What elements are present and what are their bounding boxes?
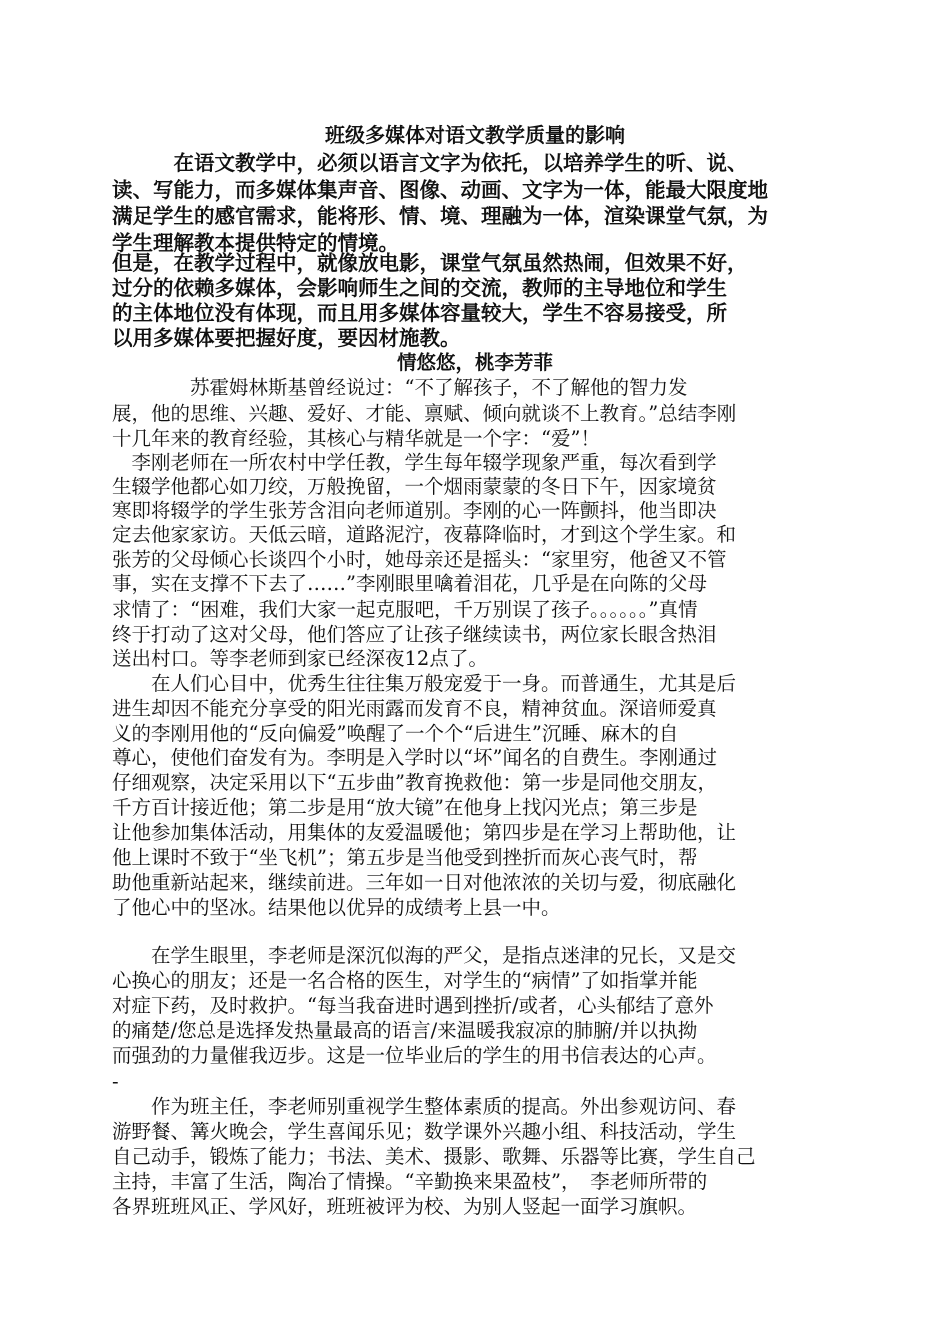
intro-line: 学生理解教本提供特定的情境。: [112, 231, 399, 255]
section-subtitle: 情悠悠，桃李芳菲: [396, 351, 553, 374]
body-line: 让他参加集体活动，用集体的友爱温暖他；第四步是在学习上帮助他，让: [112, 821, 737, 844]
body-line: 展，他的思维、兴趣、爱好、才能、禀赋、倾向就谈不上教育。”总结李刚: [112, 402, 737, 425]
body-line: 张芳的父母倾心长谈四个小时，她母亲还是摇头：“家里穷，他爸又不管: [112, 548, 727, 571]
body-line: 心换心的朋友；还是一名合格的医生，对学生的“病情”了如指掌并能: [112, 969, 698, 992]
body-line: 的痛楚/您总是选择发热量最高的语言/来温暖我寂凉的肺腑/并以执拗: [112, 1019, 698, 1042]
intro-line: 过分的依赖多媒体，会影响师生之间的交流，教师的主导地位和学生: [112, 276, 727, 300]
body-line: 十几年来的教育经验，其核心与精华就是一个字：“爱”！: [112, 427, 600, 450]
body-line: 作为班主任，李老师别重视学生整体素质的提高。外出参观访问、春: [112, 1095, 737, 1118]
body-line: 而强劲的力量催我迈步。这是一位毕业后的学生的用书信表达的心声。: [112, 1044, 717, 1067]
body-line: 事，实在支撑不下去了……”李刚眼里噙着泪花，几乎是在向陈的父母: [112, 572, 707, 595]
body-line: 定去他家家访。天低云暗，道路泥泞，夜幕降临时，才到这个学生家。和: [112, 523, 737, 546]
body-line: 求情了：“困难，我们大家一起克服吧，千万别误了孩子。。。。。。”真情: [112, 598, 698, 621]
body-line: 自己动手，锻炼了能力；书法、美术、摄影、歌舞、乐器等比赛，学生自己: [112, 1145, 756, 1168]
body-line: 他上课时不致于“坐飞机”；第五步是当他受到挫折而灰心丧气时，帮: [112, 846, 698, 869]
intro-line: 读、写能力，而多媒体集声音、图像、动画、文字为一体，能最大限度地: [112, 178, 768, 202]
body-line: 进生却因不能充分享受的阳光雨露而发育不良，精神贫血。深谙师爱真: [112, 697, 717, 720]
body-line: 义的李刚用他的“反向偏爱”唤醒了一个个“后进生”沉睡、麻木的自: [112, 722, 679, 745]
body-line: 游野餐、篝火晚会，学生喜闻乐见；数学课外兴趣小组、科技活动，学生: [112, 1120, 737, 1143]
body-line: 李刚老师在一所农村中学任教，学生每年辍学现象严重，每次看到学: [112, 451, 717, 474]
body-line: -: [112, 1070, 119, 1093]
body-line: 千方百计接近他；第二步是用“放大镜”在他身上找闪光点；第三步是: [112, 796, 698, 819]
body-line: 尊心，使他们奋发有为。李明是入学时以“坏”闻名的自费生。李刚通过: [112, 746, 717, 769]
intro-line: 满足学生的感官需求，能将形、情、境、理融为一体，渲染课堂气氛，为: [112, 204, 768, 228]
body-line: 对症下药，及时救护。“每当我奋进时遇到挫折/或者，心头郁结了意外: [112, 994, 714, 1017]
intro-line: 以用多媒体要把握好度，要因材施教。: [112, 326, 461, 350]
body-line: 助他重新站起来，继续前进。三年如一日对他浓浓的关切与爱，彻底融化: [112, 871, 737, 894]
body-line: 送出村口。等李老师到家已经深夜12点了。: [112, 647, 488, 670]
body-line: 了他心中的坚冰。结果他以优异的成绩考上县一中。: [112, 896, 561, 919]
body-line: 在人们心目中，优秀生往往集万般宠爱于一身。而普通生，尤其是后: [112, 672, 737, 695]
body-line: 在学生眼里，李老师是深沉似海的严父，是指点迷津的兄长，又是交: [112, 944, 737, 967]
intro-line: 的主体地位没有体现，而且用多媒体容量较大，学生不容易接受，所: [112, 301, 727, 325]
intro-line: 但是，在教学过程中，就像放电影，课堂气氛虽然热闹，但效果不好，: [112, 251, 748, 275]
body-line: 苏霍姆林斯基曾经说过：“不了解孩子，不了解他的智力发: [112, 376, 688, 399]
body-line: 寒即将辍学的学生张芳含泪向老师道别。李刚的心一阵颤抖，他当即决: [112, 499, 717, 522]
body-line: 仔细观察，决定采用以下“五步曲”教育挽救他：第一步是同他交朋友，: [112, 771, 717, 794]
body-line: 各界班班风正、学风好，班班被评为校、为别人竖起一面学习旗帜。: [112, 1195, 698, 1218]
intro-line: 在语文教学中，必须以语言文字为依托，以培养学生的听、说、: [112, 151, 748, 175]
body-line: 生辍学他都心如刀绞，万般挽留，一个烟雨蒙蒙的冬日下午，因家境贫: [112, 475, 717, 498]
document-title: 班级多媒体对语文教学质量的影响: [325, 123, 625, 147]
body-line: 主持，丰富了生活，陶冶了情操。“辛勤换来果盈枝”， 李老师所带的: [112, 1170, 708, 1193]
body-line: 终于打动了这对父母，他们答应了让孩子继续读书，两位家长眼含热泪: [112, 623, 717, 646]
